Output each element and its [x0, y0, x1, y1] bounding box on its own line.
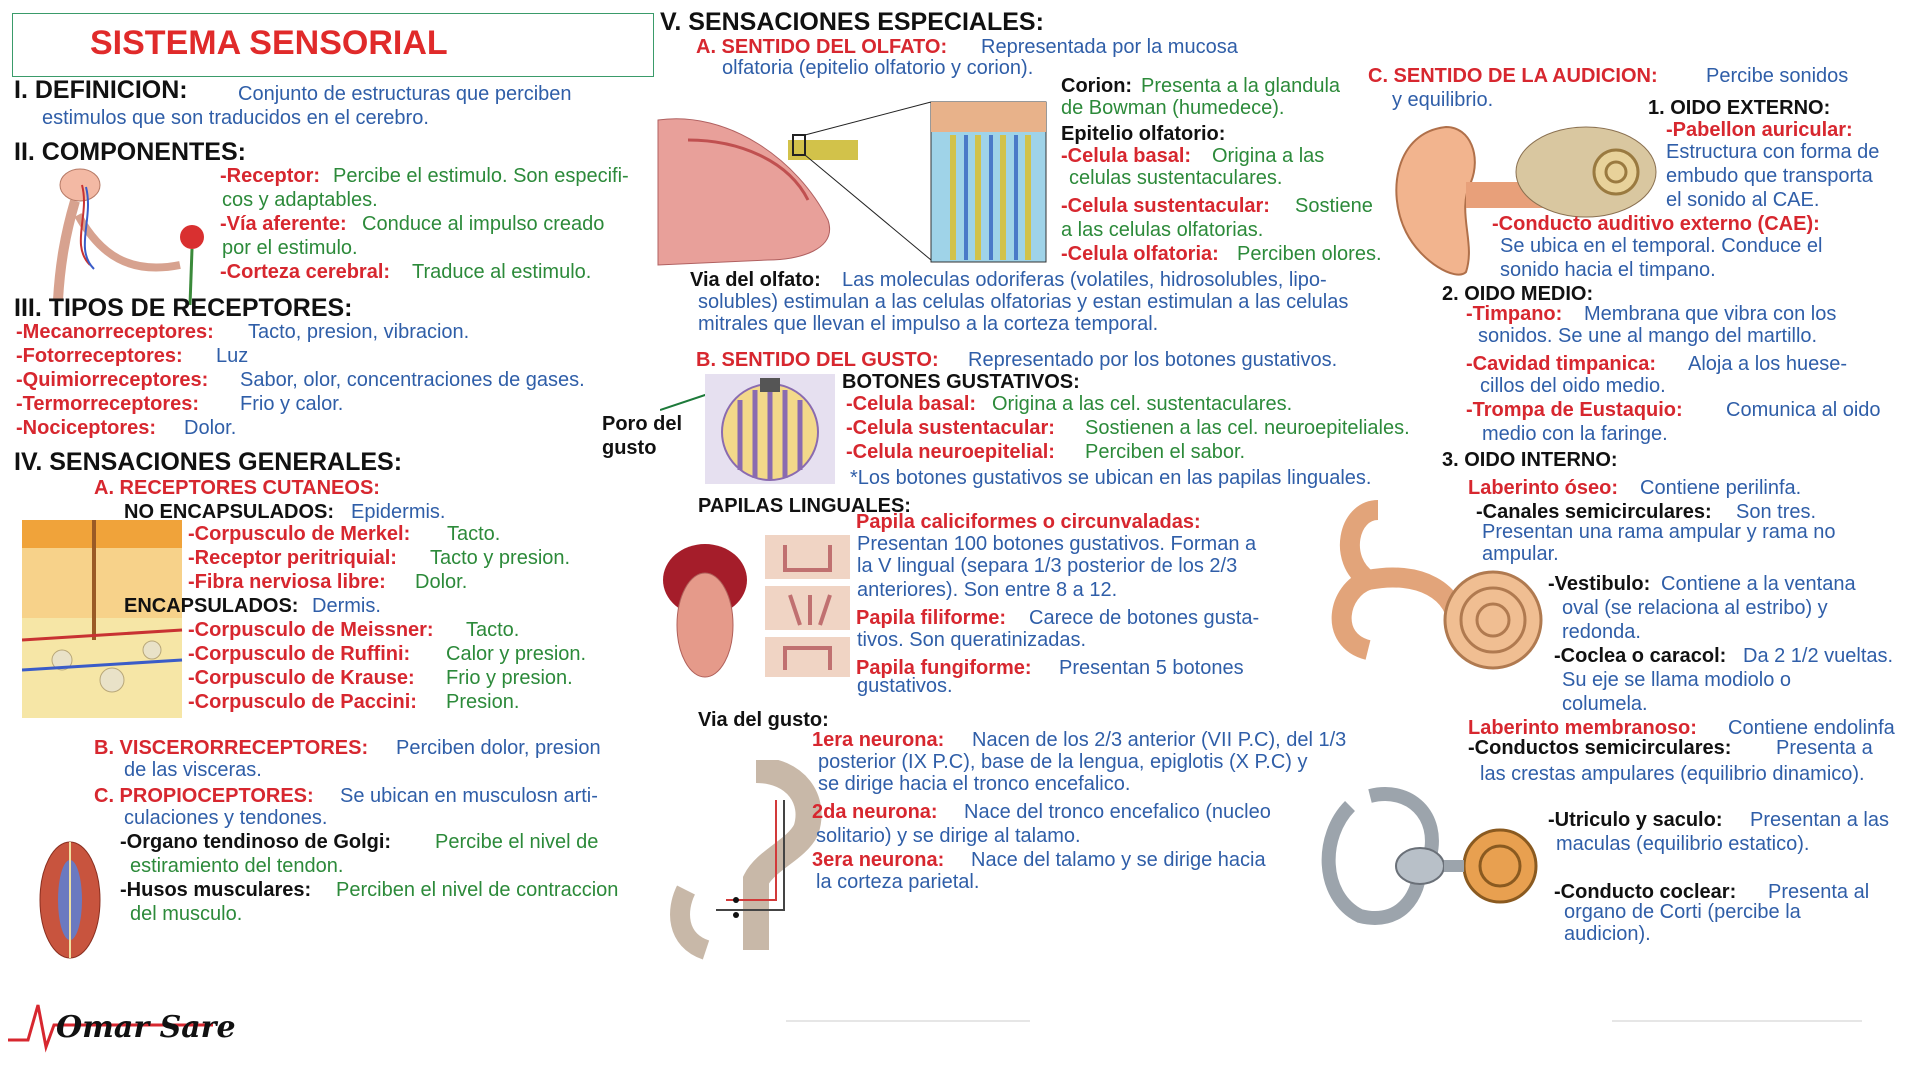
termorreceptores-text: Frio y calor. — [240, 393, 344, 415]
peritriquial-label: -Receptor peritriquial: — [188, 547, 397, 569]
audicion-text-2: y equilibrio. — [1392, 89, 1494, 111]
cae-text-1: Se ubica en el temporal. Conduce el — [1500, 235, 1823, 257]
caliciformes-text-2: la V lingual (separa 1/3 posterior de los 2/3 — [857, 555, 1238, 577]
neurona-1-text-3: se dirige hacia el tronco encefalico. — [818, 773, 1131, 795]
paccini-label: -Corpusculo de Paccini: — [188, 691, 417, 713]
neurona-3-label: 3era neurona: — [812, 849, 945, 871]
neurona-2-label: 2da neurona: — [812, 801, 938, 823]
via-olfato-text-1: Las moleculas odoriferas (volatiles, hidrosolubles, lipo- — [842, 269, 1327, 291]
conductos-text-2: las crestas ampulares (equilibrio dinamico). — [1480, 763, 1865, 785]
receptor-label: -Receptor: — [220, 165, 321, 187]
fungiforme-text-1: Presentan 5 botones — [1059, 657, 1244, 679]
olfato-sust-text-1: Sostiene — [1295, 195, 1373, 217]
olfato-sust-label: -Celula sustentacular: — [1061, 195, 1270, 217]
via-olfato-text-3: mitrales que llevan el impulso a la corteza temporal. — [698, 313, 1159, 335]
encapsulados-text: Dermis. — [312, 595, 381, 617]
golgi-label: -Organo tendinoso de Golgi: — [120, 831, 392, 853]
utriculo-label: -Utriculo y saculo: — [1548, 809, 1723, 831]
conductos-text-1: Presenta a — [1776, 737, 1873, 759]
pabellon-label: -Pabellon auricular: — [1666, 119, 1853, 141]
neurona-1-text-2: posterior (IX P.C), base de la lengua, epiglotis (X P.C) y — [818, 751, 1308, 773]
propioceptores-text-1: Se ubican en musculosn arti- — [340, 785, 598, 807]
cae-text-2: sonido hacia el timpano. — [1500, 259, 1716, 281]
meissner-label: -Corpusculo de Meissner: — [188, 619, 434, 641]
corion-text-1: Presenta a la glandula — [1141, 75, 1341, 97]
cavidad-text-1: Aloja a los huese- — [1688, 353, 1847, 375]
tongue-papillae-illustration — [660, 530, 850, 680]
corion-label: Corion: — [1061, 75, 1133, 97]
laberinto-membranoso-label: Laberinto membranoso: — [1468, 717, 1697, 739]
vestibulo-text-2: oval (se relaciona al estribo) y — [1562, 597, 1828, 619]
membranous-labyrinth-illustration — [1310, 776, 1550, 936]
especiales-heading: V. SENSACIONES ESPECIALES: — [660, 8, 1044, 36]
peritriquial-text: Tacto y presion. — [430, 547, 571, 569]
fibra-label: -Fibra nerviosa libre: — [188, 571, 386, 593]
via-aferente-text-1: Conduce al impulso creado — [362, 213, 605, 235]
conducto-coclear-label: -Conducto coclear: — [1554, 881, 1737, 903]
gusto-sust-text: Sostienen a las cel. neuroepiteliales. — [1085, 417, 1410, 439]
conductos-label: -Conductos semicirculares: — [1468, 737, 1732, 759]
gusto-basal-label: -Celula basal: — [846, 393, 977, 415]
vestibulo-text-3: redonda. — [1562, 621, 1641, 643]
utriculo-text-1: Presentan a las — [1750, 809, 1889, 831]
olfatoria-text: Perciben olores. — [1237, 243, 1382, 265]
cavidad-label: -Cavidad timpanica: — [1466, 353, 1657, 375]
olfato-label: A. SENTIDO DEL OLFATO: — [696, 36, 948, 58]
caliciformes-label: Papila caliciformes o circunvaladas: — [856, 511, 1201, 533]
coclea-text-1: Da 2 1/2 vueltas. — [1743, 645, 1894, 667]
corion-text-2: de Bowman (humedece). — [1061, 97, 1285, 119]
olfato-basal-label: -Celula basal: — [1061, 145, 1192, 167]
viscerorreceptores-label: B. VISCERORRECEPTORES: — [94, 737, 369, 759]
cavidad-text-2: cillos del oido medio. — [1480, 375, 1666, 397]
componentes-heading: II. COMPONENTES: — [14, 138, 246, 166]
audicion-label: C. SENTIDO DE LA AUDICION: — [1368, 65, 1658, 87]
botones-note: *Los botones gustativos se ubican en las papilas linguales. — [850, 467, 1372, 489]
merkel-label: -Corpusculo de Merkel: — [188, 523, 411, 545]
nociceptores-label: -Nociceptores: — [16, 417, 157, 439]
skin-layers-illustration — [22, 520, 187, 720]
fotorreceptores-label: -Fotorreceptores: — [16, 345, 183, 367]
neuroepitelial-text: Perciben el sabor. — [1085, 441, 1246, 463]
canales-label: -Canales semicirculares: — [1476, 501, 1712, 523]
laberinto-oseo-label: Laberinto óseo: — [1468, 477, 1619, 499]
gusto-basal-text: Origina a las cel. sustentaculares. — [992, 393, 1293, 415]
receptor-text-2: cos y adaptables. — [222, 189, 378, 211]
merkel-text: Tacto. — [447, 523, 501, 545]
conducto-coclear-text-1: Presenta al — [1768, 881, 1870, 903]
pabellon-text-3: el sonido al CAE. — [1666, 189, 1820, 211]
olfato-text-1: Representada por la mucosa — [981, 36, 1238, 58]
neurona-1-text-1: Nacen de los 2/3 anterior (VII P.C), del 1/3 — [972, 729, 1347, 751]
neurona-2-text-2: solitario) y se dirige al talamo. — [816, 825, 1081, 847]
via-olfato-label: Via del olfato: — [690, 269, 821, 291]
canales-text-1: Son tres. — [1736, 501, 1817, 523]
filiforme-text-2: tivos. Son queratinizadas. — [857, 629, 1087, 651]
via-gusto-heading: Via del gusto: — [698, 709, 829, 731]
signature: Omar Sare — [56, 1010, 236, 1045]
vestibulo-text-1: Contiene a la ventana — [1661, 573, 1856, 595]
mecanorreceptores-label: -Mecanorreceptores: — [16, 321, 214, 343]
via-aferente-text-2: por el estimulo. — [222, 237, 358, 259]
coclea-text-3: columela. — [1562, 693, 1648, 715]
via-aferente-label: -Vía aferente: — [220, 213, 347, 235]
olfato-basal-text-1: Origina a las — [1212, 145, 1325, 167]
trompa-text-2: medio con la faringe. — [1482, 423, 1668, 445]
no-encapsulados-label: NO ENCAPSULADOS: — [124, 501, 335, 523]
olfato-text-2: olfatoria (epitelio olfatorio y corion). — [722, 57, 1034, 79]
coclea-label: -Coclea o caracol: — [1554, 645, 1727, 667]
filiforme-text-1: Carece de botones gusta- — [1029, 607, 1260, 629]
oido-externo-heading: 1. OIDO EXTERNO: — [1648, 97, 1831, 119]
ruffini-text: Calor y presion. — [446, 643, 587, 665]
vestibulo-label: -Vestibulo: — [1548, 573, 1651, 595]
canales-text-2: Presentan una rama ampular y rama no — [1482, 521, 1836, 543]
audicion-text-1: Percibe sonidos — [1706, 65, 1849, 87]
receptor-text-1: Percibe el estimulo. Son especifi- — [333, 165, 629, 187]
footer-divider-right — [1612, 1020, 1862, 1022]
caliciformes-text-1: Presentan 100 botones gustativos. Forman a — [857, 533, 1257, 555]
propioceptores-text-2: culaciones y tendones. — [124, 807, 328, 829]
definicion-heading: I. DEFINICION: — [14, 76, 188, 104]
fotorreceptores-text: Luz — [216, 345, 249, 367]
fungiforme-label: Papila fungiforme: — [856, 657, 1032, 679]
gusto-sust-label: -Celula sustentacular: — [846, 417, 1055, 439]
timpano-text-2: sonidos. Se une al mango del martillo. — [1478, 325, 1818, 347]
pabellon-text-1: Estructura con forma de — [1666, 141, 1880, 163]
laberinto-oseo-text: Contiene perilinfa. — [1640, 477, 1802, 499]
quimiorreceptores-text: Sabor, olor, concentraciones de gases. — [240, 369, 585, 391]
muscle-spindle-illustration — [20, 830, 120, 970]
krause-text: Frio y presion. — [446, 667, 573, 689]
definicion-text-1: Conjunto de estructuras que perciben — [238, 83, 572, 105]
tipos-heading: III. TIPOS DE RECEPTORES: — [14, 294, 353, 322]
caliciformes-text-3: anteriores). Son entre 8 a 12. — [857, 579, 1118, 601]
trompa-text-1: Comunica al oido — [1726, 399, 1881, 421]
olfato-sust-text-2: a las celulas olfatorias. — [1061, 219, 1264, 241]
via-olfato-text-2: solubles) estimulan a las celulas olfatorias y estan estimulan a las celulas — [698, 291, 1349, 313]
golgi-text-2: estiramiento del tendon. — [130, 855, 344, 877]
definicion-text-2: estimulos que son traducidos en el cerebro. — [42, 107, 429, 129]
paccini-text: Presion. — [446, 691, 520, 713]
reflex-figure-illustration — [30, 165, 220, 305]
pabellon-text-2: embudo que transporta — [1666, 165, 1873, 187]
oido-medio-heading: 2. OIDO MEDIO: — [1442, 283, 1594, 305]
viscerorreceptores-text-2: de las visceras. — [124, 759, 262, 781]
poro-label-1: Poro del — [602, 413, 683, 435]
timpano-text-1: Membrana que vibra con los — [1584, 303, 1837, 325]
propioceptores-label: C. PROPIOCEPTORES: — [94, 785, 314, 807]
neurona-1-label: 1era neurona: — [812, 729, 945, 751]
neurona-3-text-2: la corteza parietal. — [816, 871, 980, 893]
filiforme-label: Papila filiforme: — [856, 607, 1007, 629]
gusto-text: Representado por los botones gustativos. — [968, 349, 1338, 371]
corteza-text: Traduce al estimulo. — [412, 261, 592, 283]
poro-label-2: gusto — [602, 437, 657, 459]
husos-text-2: del musculo. — [130, 903, 243, 925]
no-encapsulados-text: Epidermis. — [351, 501, 446, 523]
husos-text-1: Perciben el nivel de contraccion — [336, 879, 619, 901]
laberinto-membranoso-text: Contiene endolinfa — [1728, 717, 1895, 739]
golgi-text-1: Percibe el nivel de — [435, 831, 599, 853]
taste-bud-illustration — [660, 370, 840, 486]
papilas-heading: PAPILAS LINGUALES: — [698, 495, 911, 517]
krause-label: -Corpusculo de Krause: — [188, 667, 415, 689]
nociceptores-text: Dolor. — [184, 417, 237, 439]
generales-heading: IV. SENSACIONES GENERALES: — [14, 448, 403, 476]
coclea-text-2: Su eje se llama modiolo o — [1562, 669, 1792, 691]
page-title: SISTEMA SENSORIAL — [90, 24, 448, 62]
oido-interno-heading: 3. OIDO INTERNO: — [1442, 449, 1618, 471]
quimiorreceptores-label: -Quimiorreceptores: — [16, 369, 209, 391]
olfatoria-label: -Celula olfatoria: — [1061, 243, 1219, 265]
epitelio-label: Epitelio olfatorio: — [1061, 123, 1226, 145]
mecanorreceptores-text: Tacto, presion, vibracion. — [248, 321, 470, 343]
utriculo-text-2: maculas (equilibrio estatico). — [1556, 833, 1810, 855]
cutaneos-heading: A. RECEPTORES CUTANEOS: — [94, 477, 380, 499]
nose-illustration — [638, 100, 1058, 270]
neuroepitelial-label: -Celula neuroepitelial: — [846, 441, 1055, 463]
meissner-text: Tacto. — [466, 619, 520, 641]
footer-divider-left — [786, 1020, 1030, 1022]
viscerorreceptores-text-1: Perciben dolor, presion — [396, 737, 601, 759]
gusto-label: B. SENTIDO DEL GUSTO: — [696, 349, 939, 371]
botones-heading: BOTONES GUSTATIVOS: — [842, 371, 1080, 393]
timpano-label: -Timpano: — [1466, 303, 1563, 325]
olfato-basal-text-2: celulas sustentaculares. — [1069, 167, 1283, 189]
conducto-coclear-text-2: organo de Corti (percibe la — [1564, 901, 1801, 923]
husos-label: -Husos musculares: — [120, 879, 312, 901]
bony-labyrinth-illustration — [1308, 500, 1548, 690]
cae-label: -Conducto auditivo externo (CAE): — [1492, 213, 1820, 235]
ruffini-label: -Corpusculo de Ruffini: — [188, 643, 411, 665]
termorreceptores-label: -Termorreceptores: — [16, 393, 200, 415]
canales-text-3: ampular. — [1482, 543, 1559, 565]
encapsulados-label: ENCAPSULADOS: — [124, 595, 299, 617]
gustatory-pathway-illustration — [656, 760, 836, 960]
fibra-text: Dolor. — [415, 571, 468, 593]
neurona-2-text-1: Nace del tronco encefalico (nucleo — [964, 801, 1271, 823]
corteza-label: -Corteza cerebral: — [220, 261, 391, 283]
neurona-3-text-1: Nace del talamo y se dirige hacia — [971, 849, 1266, 871]
fungiforme-text-2: gustativos. — [857, 675, 953, 697]
conducto-coclear-text-3: audicion). — [1564, 923, 1651, 945]
trompa-label: -Trompa de Eustaquio: — [1466, 399, 1683, 421]
